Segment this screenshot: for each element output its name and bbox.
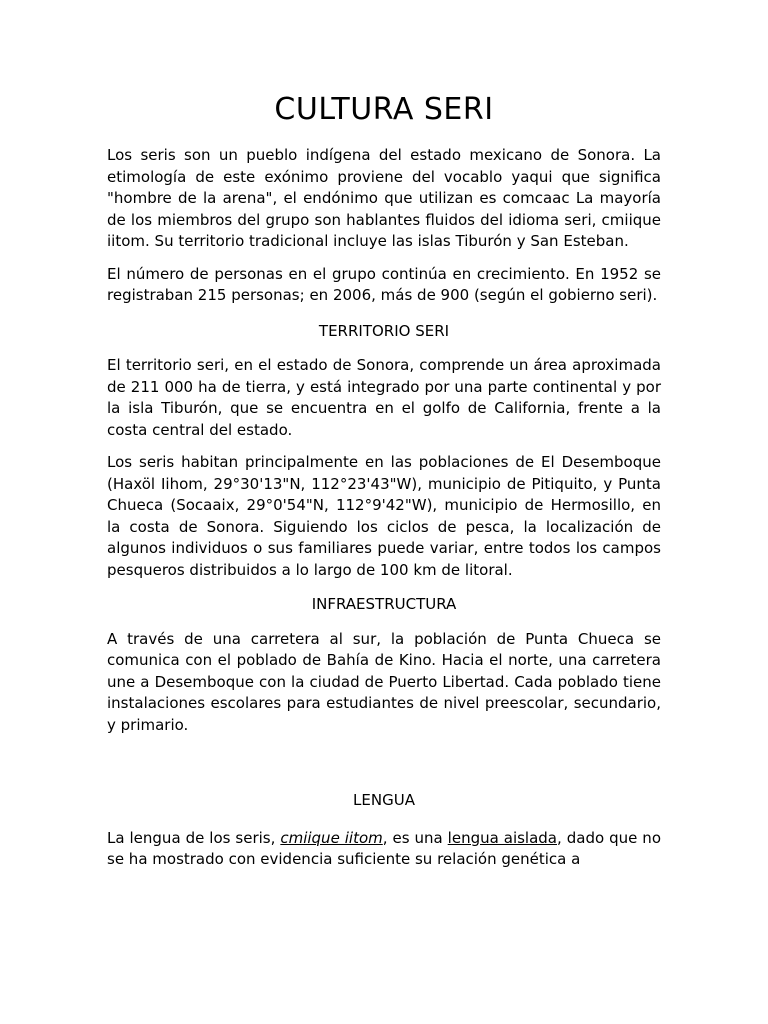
paragraph-population: El número de personas en el grupo continúa en crecimiento. En 1952 se registraban 215 personas; en 2006, más de 900 (según el gobierno seri). (107, 264, 661, 304)
paragraph-infrastructure: A través de una carretera al sur, la población de Punta Chueca se comunica con el poblado de Bahía de Kino. Hacia el norte, una carretera une a Desemboque con la ciudad de Puerto Libertad. Cada poblado tiene instalaciones escolares para estudiantes de nivel preescolar, secundario, y primario. (107, 629, 661, 734)
document-title: CULTURA SERI (274, 92, 494, 127)
link-cmiique-iitom[interactable]: cmiique iitom (280, 828, 383, 847)
paragraph-language-text-after: , dado que no se ha mostrado con evidencia suficiente su relación genética a (107, 828, 661, 868)
heading-infraestructura: INFRAESTRUCTURA (311, 595, 457, 613)
paragraph-settlements: Los seris habitan principalmente en las poblaciones de El Desemboque (Haxöl Iihom, 29°30'13"N, 112°23'43"W), municipio de Pitiquito, y Punta Chueca (Socaaix, 29°0'54"N, 112°9'42"W), municipio de Hermosillo, en la costa de Sonora. Siguiendo los ciclos de pesca, la localización de algunos individuos o sus familiares puede variar, entre todos los campos pesqueros distribuidos a lo largo de 100 km de litoral. (107, 453, 661, 579)
paragraph-territory: El territorio seri, en el estado de Sonora, comprende un área aproximada de 211 000 ha de tierra, y está integrado por una parte continental y por la isla Tiburón, que se encuentra en el golfo de California, frente a la costa central del estado. (107, 356, 661, 439)
paragraph-language (107, 828, 661, 871)
heading-territorio: TERRITORIO SERI (318, 321, 450, 340)
paragraph-language-text-middle: , es una (382, 828, 448, 847)
heading-lengua: LENGUA (353, 791, 415, 809)
paragraph-intro: Los seris son un pueblo indígena del estado mexicano de Sonora. La etimología de este exónimo proviene del vocablo yaqui que significa "hombre de la arena", el endónimo que utilizan es comcaac La mayoría de los miembros del grupo son hablantes fluidos del idioma seri, cmiique iitom. Su territorio tradicional incluye las islas Tiburón y San Esteban. (107, 146, 661, 250)
document-page (107, 0, 661, 871)
paragraph-language-text-before: La lengua de los seris, (107, 828, 281, 847)
link-lengua-aislada[interactable]: lengua aislada (447, 828, 557, 847)
